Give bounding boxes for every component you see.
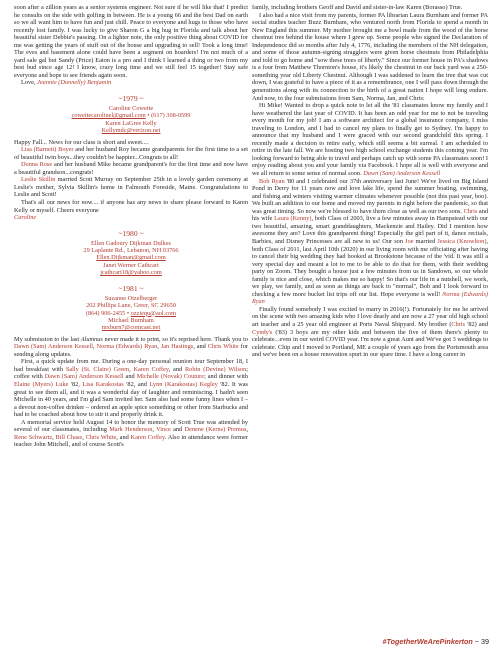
classmate-name: Vince — [156, 426, 171, 434]
class-year-heading: ~1979 ~ — [118, 94, 144, 104]
paragraph: My submission to the last Alumnus never made it to print, so it's reprised here. Thank you to Dawn (Sam) Anderson Kessell, Norma (Edwards) Ryan, Jan Hastings, and Chris White for sending along updates. — [14, 335, 248, 358]
classmate-name: Rene Schwartz — [14, 433, 53, 441]
classmate-name: Chris — [463, 207, 478, 215]
classmate-name: Robin (Devine) Wilson — [184, 365, 247, 373]
classmate-name: Norma (Edwards) Ryan — [96, 343, 158, 351]
hashtag: #TogetherWeArePinkerton — [382, 637, 473, 646]
paragraph: Bob Ryan '80 and I celebrated our 37th anniversary last June! We've lived on Big Island Pond in Derry for 11 years now and love lake life, spend the summer boating, swimming, and fishing and winters visiting warmer climates whenever possible (not this past year, boo). We built an addition to our home and moved my parents in right before the pandemic, so that was great timing. So now we're blessed to have them close as well as our two sons. Chris and his wife Laura (Kenny), both Class of 2003, live a few minutes away in Hampstead with our two beautiful, amazing, smart granddaughters, Mackenzie and Hailey. Did I mention how awesome they are? Love this grandparent thing! Especially the girl part of it, dance recitals, Barbies, and Disney Princesses are all new to us! Our son Joe married Jessica (Knowlton), both Class of 2011, last April 10th (2020) in our living room with me officiating after having to cancel their big wedding they had booked at Brookstone because of the 'vid. It was still a very special day and meant a lot to me to be able to do that for them, with their wedding party on Zoom. They bought a house just a few minutes from us in Sandown, so our whole family is nice and close, which makes me so happy! So that's our life in a nutshell, we work, we play, we family, and as soon as things are back to "normal", Bob and I look forward to checking a few more bucket list trips off our list. Hope everyone is well! Norma (Edwards) Ryan — [252, 177, 488, 306]
right-column — [252, 4, 488, 359]
classmate-name: Donna Rose — [21, 161, 53, 169]
signoff: Love, Jeannie (Donnelly) Benjamin — [21, 79, 112, 87]
classmate-name: Dawn (Sam) Anderson Kessell — [14, 343, 93, 351]
phone: (864) 906-2455 • — [85, 309, 131, 317]
classmate-name: Laura (Kenny) — [274, 215, 312, 223]
paragraph: I also had a nice visit from my parents, former PA librarian Laura Burnham and former PA social studies teacher Buzz Burnham, who ventured north from Florida to spend a month in New England this summer. My mother brought me a bowl made from the wood of the horse chestnut tree behind the house where I grew up. Some people who signed the Declaration of Independence did so months after July 4, 1776, including the members of the NH delegation, and some of those autumn-signing stragglers were given horse chestnuts from Philadelphia and told to go home and "sow these trees of liberty." Since our former house in PA's shadows is a four from Matthew Thornton's house, it's likely the chestnut in our back yard was a 250-something year old Liberty Chestnut. Although I was saddened to learn the tree that was cut down, I was grateful to have a piece of it as a remembrance, one I will pass down through the generations along with its connection to the birth of a great nation I hope will long endure. And now, to the four submissions from Sam, Norma, Jan, and Chris: — [252, 11, 488, 102]
classmate-name: Michelle (Novak) Couture — [136, 373, 205, 381]
email-link[interactable]: jcathcart18@yahoo.com — [100, 269, 162, 277]
classmate-name: Bob Ryan — [259, 177, 285, 185]
classmate-name: Dawn (Sam) Anderson Kessell — [44, 373, 124, 381]
phone: • (617) 308-0599 — [145, 112, 191, 120]
paragraph: soon after a zillion years as a senior systems engineer. Not sure if he will like that! I predict he consults on the side with golfing in between. He is a young 66 and the best Dad on earth so we all want him to have fun and just chill. Peace to everyone and hugs to those who have recently lost family. I was lucky to give Sharon G a big hug in Florida and talk about her beautiful sister Debbie's passing. On a lighter note, the only positive thing about COVID for me was getting the years of stuff out of the house and upgrading to sell! Took a long time! The eves and basement alone could have been a segment on hoarders! I'm not much of a yard sale gal but Sandy (Price) Eaton is a pro and I think I learned a thing or two from my best bud since age 12! I know, crazy long time and we still feel 15 together! Stay safe everyone and hope to see friends again soon. — [14, 4, 248, 79]
class-correspondent: Janet Werner Cathcart — [103, 261, 159, 269]
author-name: Norma (Edwards) Ryan — [252, 290, 488, 306]
address: 202 Phillips Lane, Greer, SC 29650 — [86, 302, 176, 310]
classmate-name: Lisa (Barnett) Boyer — [21, 146, 74, 154]
paragraph: Lisa (Barnett) Boyer and her husband Roy became grandparents for the first time to a set of beautiful twin boys...they couldn't be happier...Congrats to all! — [14, 146, 249, 161]
classmate-name: Joe — [405, 237, 414, 245]
paragraph: Finally found somebody I was excited to marry in 2016(!). Fortunately for me he arrived on the scene with two amazing kids who I love dearly and are now a 27 year old high school art teacher and a 25 year old engineer at Ports Naval Shipyard. My brother (Chris '82) and Cyndy's ('83) 3 boys are my other kids and between the five of them there's plenty to celebrate...even in our weird COVID year. I'm now a great Aunt and We've got 3 weddings to celebrate. Chip and I moved to Portland, ME a couple of years ago from the Portsmouth area and we've been on a house renovation spurt in our spare time. I have a long career in — [252, 305, 488, 359]
classmate-name: Chris White — [207, 343, 239, 351]
email-link[interactable]: mxburn7@comcast.net — [101, 324, 161, 332]
class-correspondent: Michael Burnham — [108, 316, 154, 324]
author-name: Dawn (Sam) Anderson Kessell — [363, 170, 441, 178]
classmate-name: Leslie Skillin — [21, 176, 56, 184]
class-1979-header — [14, 94, 248, 135]
class-correspondent: Ellen Gadoury Dijkman Dulkes — [91, 239, 171, 247]
classmate-name: Bill Chase — [55, 433, 83, 441]
classmate-name: Mark Henderson — [109, 426, 153, 434]
email-link[interactable]: ozziequ@aol.com — [130, 309, 177, 317]
classmate-name: Karen Coffey — [130, 433, 165, 441]
paragraph: Donna Rose and her husband Mike became grandparent's for the first time and now have a beautiful grandson...congrats! — [14, 161, 248, 176]
page-footer: #TogetherWeArePinkerton ~ 39 — [382, 637, 489, 646]
paragraph: family, including brothers Geoff and David and sister-in-law Karen (Borasso) True. — [252, 4, 463, 11]
classmate-name: Chris — [451, 320, 466, 328]
class-correspondent: Caroline Cowette — [108, 105, 154, 113]
classmate-name: Denene (Kerns) Premus — [184, 426, 247, 434]
paragraph: First, a quick update from me. During a one-day personal reunion tour September 18, I had breakfast with Sally (St. Claire) Green, Karen Coffey, and Robin (Devine) Wilson; coffee with Dawn (Sam) Anderson Kessell and Michelle (Novak) Couture; and dinner with Elaine (Myers) Luke '82, Lisa Karakostas '82, and Lynn (Karakostas) Kegley '82. It was great to see them all, and it was a wonderful day of laughter and reminiscing. I hadn't seen Michelle in 40 years, and I'm glad Sam invited her. Sam also had some funny lines when I – a devout non-coffee drinker – ordered an apple spice something or other from Starbucks and had to be coached about how to stir it and properly drink it. — [14, 358, 248, 419]
page-number: 39 — [481, 637, 489, 646]
author-name: Jeannie (Donnelly) Benjamin — [37, 79, 112, 87]
paragraph: That's all our news for now.... if anyone has any news to share please forward to Karen Kelly or myself. Cheers everyone — [14, 199, 248, 214]
classmate-name: Sally (St. Claire) Green — [65, 365, 130, 373]
class-year-heading: ~1981 ~ — [118, 283, 144, 293]
class-1980-header — [14, 229, 248, 277]
classmate-name: Lisa Karakostas — [82, 381, 124, 388]
address: 29 Laplante Rd., Lebanon, NH 03766 — [83, 247, 179, 255]
classmate-name: Jan Hastings — [160, 343, 194, 351]
classmate-name: Cyndy's — [252, 328, 273, 336]
classmate-name: Jessica (Knowlton) — [437, 237, 487, 245]
class-year-heading: ~1980 ~ — [118, 228, 144, 238]
classmate-name: Lynn (Karakostas) Kegley — [149, 381, 218, 388]
classmate-name: Karen Coffey — [133, 365, 169, 373]
email-link[interactable]: Kellymdc@verizon.net — [101, 127, 161, 135]
paragraph: Leslie Skillin married Scott Murray on September 25th in a lovely garden ceremony at Leslie's mother, Sylvia Skillin's home in Falmouth Foreside, Maine. Congratulations to Leslie and Scott! — [14, 176, 248, 199]
classmate-name: Elaine (Myers) Luke — [14, 381, 69, 388]
class-1981-header — [14, 284, 248, 332]
paragraph: Hi Mike! Wanted to drop a quick note to let all the '81 classmates know my family and I have weathered the last year of COVID. It has been an odd year for me to not be traveling every month for my job! I am a software architect for a global insurance company, I miss traveling to London, and I had to cancel my plans to finally get to Sydney. I'm happy to announce that my husband and I were graced with our second grandchild this spring. I recently made a decision to retire early, which still seems a bit surreal. I am scheduled to retire in the late fall. We are hosting two high school exchange students this coming year. I'm looking forward to being able to travel and perhaps catch up with some PA classmates soon! I enjoy reading about you and your family via Facebook. I hope all is well with everyone and we all return to some sense of normal soon. Dawn (Sam) Anderson Kessell — [252, 102, 488, 178]
class-correspondent: Karen LaGree Kelly — [105, 119, 157, 127]
email-link[interactable]: cowettecarolinel@gmail.com — [71, 112, 146, 120]
class-correspondent: Suzanne Otzelberger — [104, 294, 158, 302]
classmate-name: Chris White — [85, 433, 117, 441]
paragraph: Happy Fall... News for our class is short and sweet.... — [14, 138, 149, 146]
left-column — [14, 4, 248, 449]
email-link[interactable]: Ellen.Dijkman@gmail.com — [96, 254, 166, 262]
author-name: Caroline — [14, 214, 37, 222]
paragraph: A memorial service held August 14 to honor the memory of Scott True was attended by several of our classmates, including Mark Henderson, Vince and Denene (Kerns) Premus, Rene Schwartz, Bill Chase, Chris White, and Karen Coffey. Also in attendance were former teacher John Mitchell, and of course Scott's — [14, 418, 248, 449]
